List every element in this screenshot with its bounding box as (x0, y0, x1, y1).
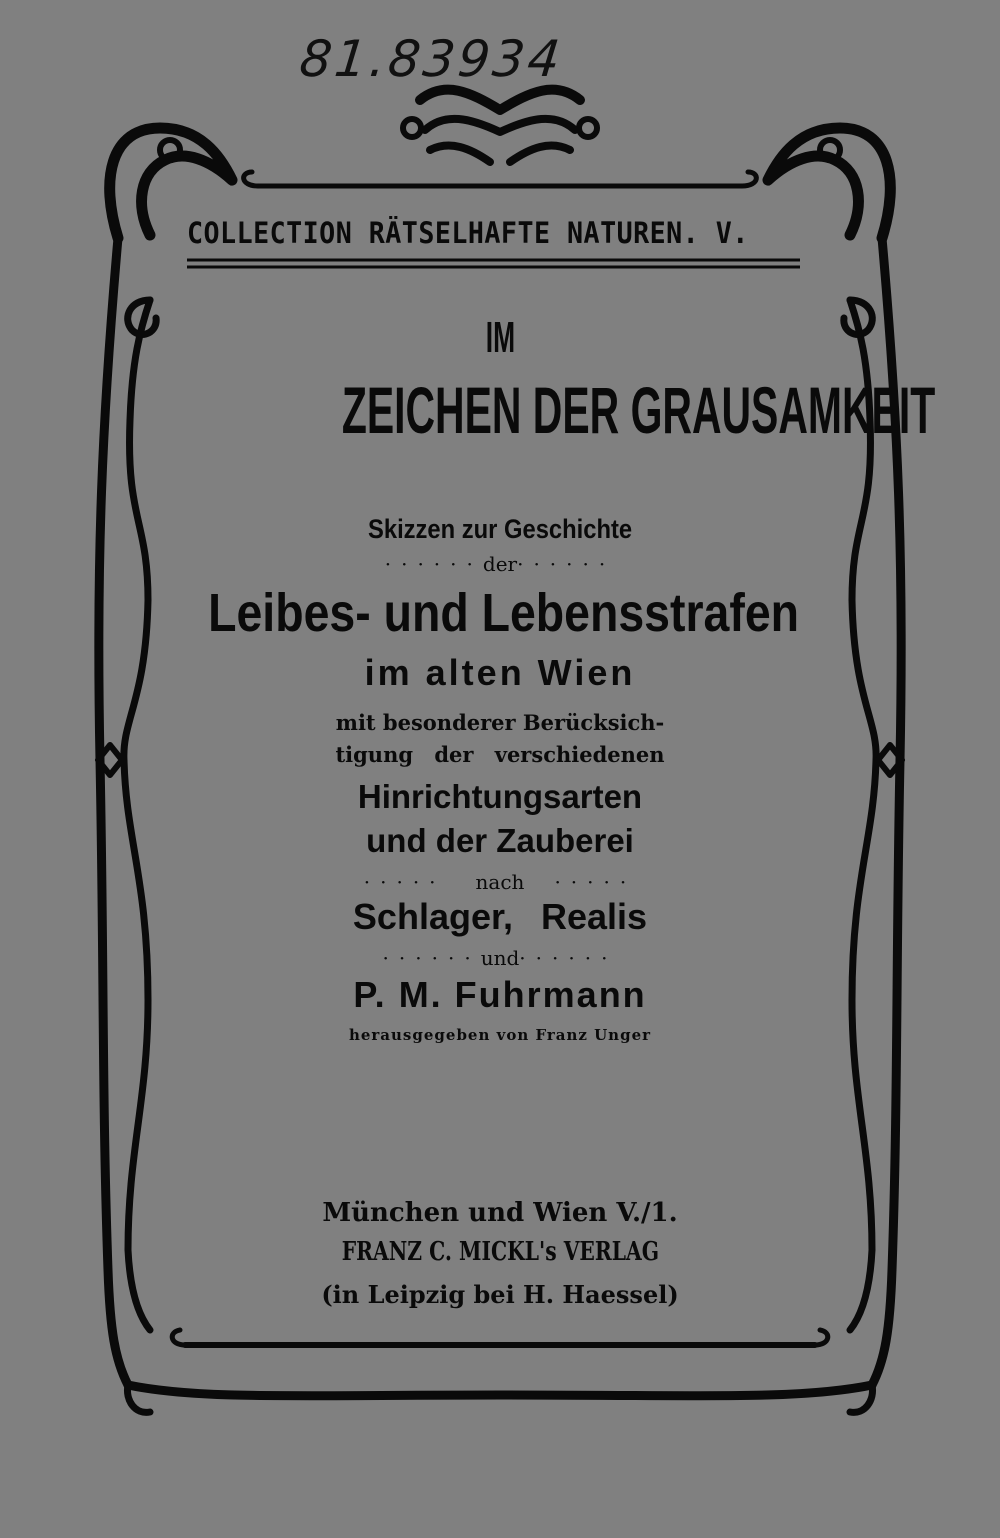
left-outer-border (99, 238, 128, 1385)
subtitle-der-line (160, 552, 840, 576)
handwritten-shelfmark: 81.83934 (296, 30, 566, 88)
imprint-publisher (160, 1237, 840, 1267)
skizzen-text: Skizzen zur Geschichte (367, 514, 633, 544)
subtitle-mit-2: tigung der verschiedenen (335, 742, 665, 767)
nach-text: nach (475, 870, 525, 894)
subtitle-hinrichtungsarten: Hinrichtungsarten (357, 778, 643, 815)
subtitle-editor: herausgegeben von Franz Unger (348, 1026, 652, 1044)
publisher-text: FRANZ C. MICKL's VERLAG (341, 1237, 659, 1267)
subtitle-wien: im alten Wien (364, 652, 636, 693)
subtitle-zauberei: und der Zauberei (366, 822, 634, 859)
top-crest-ornament (420, 90, 580, 110)
dots-left: ······ (384, 552, 483, 576)
und-text: und (480, 946, 520, 970)
right-inner-border (850, 300, 876, 1330)
title-line-1 (160, 312, 840, 363)
title-line-2 (160, 372, 936, 450)
main-title: ZEICHEN DER GRAUSAMKEIT (341, 373, 936, 447)
dots-right: ····· (554, 870, 637, 894)
subtitle-mit-1: mit besonderer Berücksich- (335, 710, 665, 735)
subtitle-skizzen (160, 514, 840, 545)
subtitle-und-line (160, 946, 840, 970)
dots-left: ······ (382, 946, 481, 970)
dots-right: ······ (519, 946, 618, 970)
imprint-place: München und Wien V./1. (322, 1198, 678, 1228)
series-title: COLLECTION RÄTSELHAFTE NATUREN. V. (187, 216, 749, 250)
subtitle-fuhrmann: P. M. Fuhrmann (353, 974, 647, 1015)
left-inner-border (124, 300, 150, 1330)
dots-right: ······ (517, 552, 616, 576)
imprint-leipzig: (in Leipzig bei H. Haessel) (321, 1280, 679, 1309)
leibes-text: Leibes- und Lebensstrafen (208, 583, 800, 643)
top-right-corner-swirl (768, 128, 890, 238)
der-text: der (482, 552, 518, 576)
subtitle-authors: Schlager, Realis (352, 896, 648, 937)
subtitle-nach-line (160, 870, 840, 894)
bottom-outer-rule (128, 1385, 872, 1396)
subtitle-leibes (160, 582, 840, 644)
title-im: IM (485, 313, 515, 362)
dots-left: ····· (363, 870, 446, 894)
